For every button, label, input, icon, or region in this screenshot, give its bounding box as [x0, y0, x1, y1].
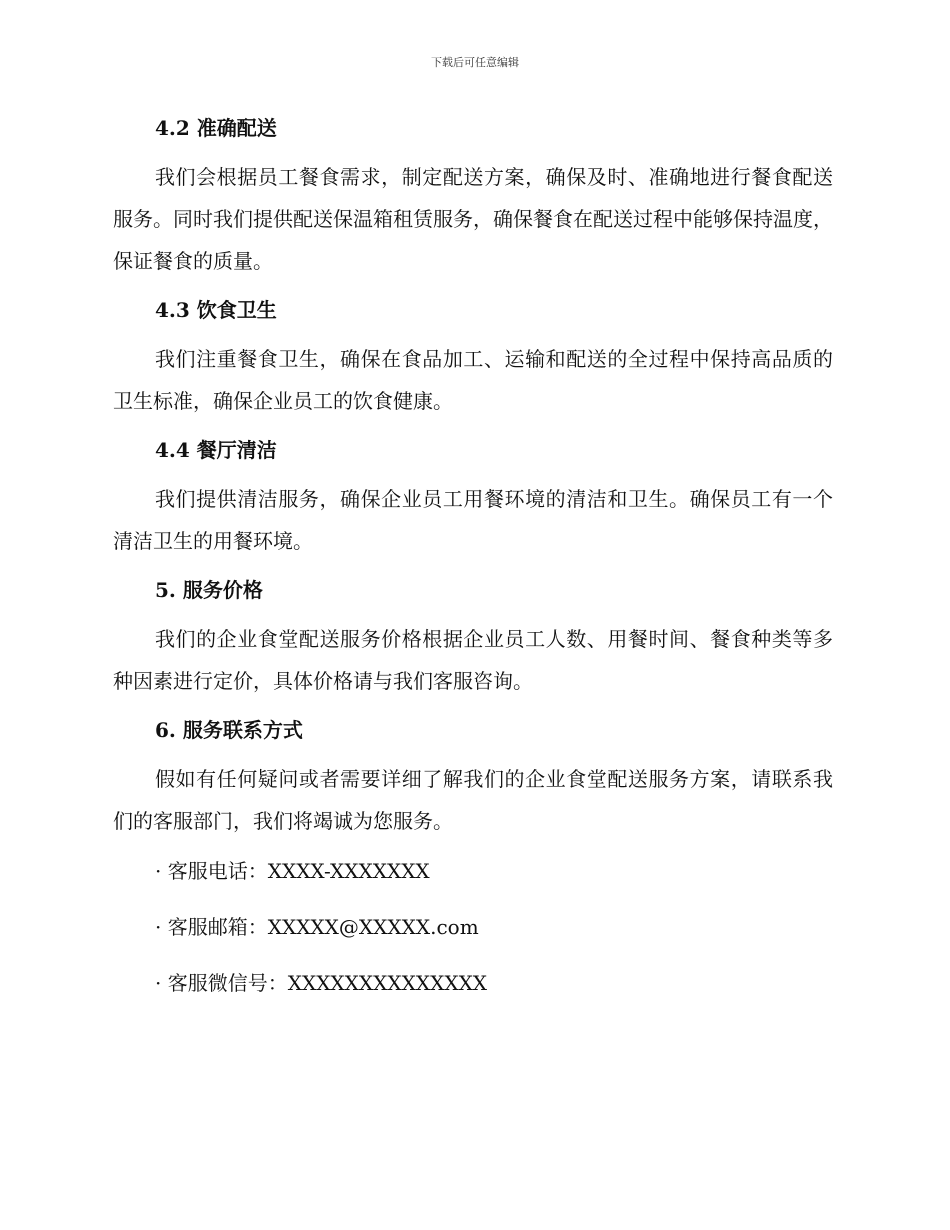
- section-heading-5: 5. 服务价格: [155, 578, 263, 602]
- contact-email: · 客服邮箱：XXXXX@XXXXX.com: [155, 915, 479, 939]
- section-body-6: 假如有任何疑问或者需要详细了解我们的企业食堂配送服务方案，请联系我们的客服部门，我们将竭诚为您服务。: [113, 767, 833, 833]
- document-body: [113, 108, 833, 1018]
- section-body-4-4: 我们提供清洁服务，确保企业员工用餐环境的清洁和卫生。确保员工有一个清洁卫生的用餐环境。: [113, 487, 833, 553]
- section-heading-6: 6. 服务联系方式: [155, 718, 303, 742]
- section-heading-4-3: 4.3 饮食卫生: [155, 298, 277, 322]
- section-body-4-3: 我们注重餐食卫生，确保在食品加工、运输和配送的全过程中保持高品质的卫生标准，确保企业员工的饮食健康。: [113, 347, 833, 413]
- section-body-5: 我们的企业食堂配送服务价格根据企业员工人数、用餐时间、餐食种类等多种因素进行定价，具体价格请与我们客服咨询。: [113, 627, 833, 693]
- section-heading-4-2: 4.2 准确配送: [155, 116, 277, 140]
- section-body-4-2: 我们会根据员工餐食需求，制定配送方案，确保及时、准确地进行餐食配送服务。同时我们提供配送保温箱租赁服务，确保餐食在配送过程中能够保持温度，保证餐食的质量。: [113, 165, 833, 273]
- contact-phone: · 客服电话：XXXX-XXXXXXX: [155, 859, 430, 883]
- contact-wechat: · 客服微信号：XXXXXXXXXXXXXX: [155, 971, 488, 995]
- page-header: 下载后可任意编辑: [431, 56, 519, 69]
- section-heading-4-4: 4.4 餐厅清洁: [155, 438, 277, 462]
